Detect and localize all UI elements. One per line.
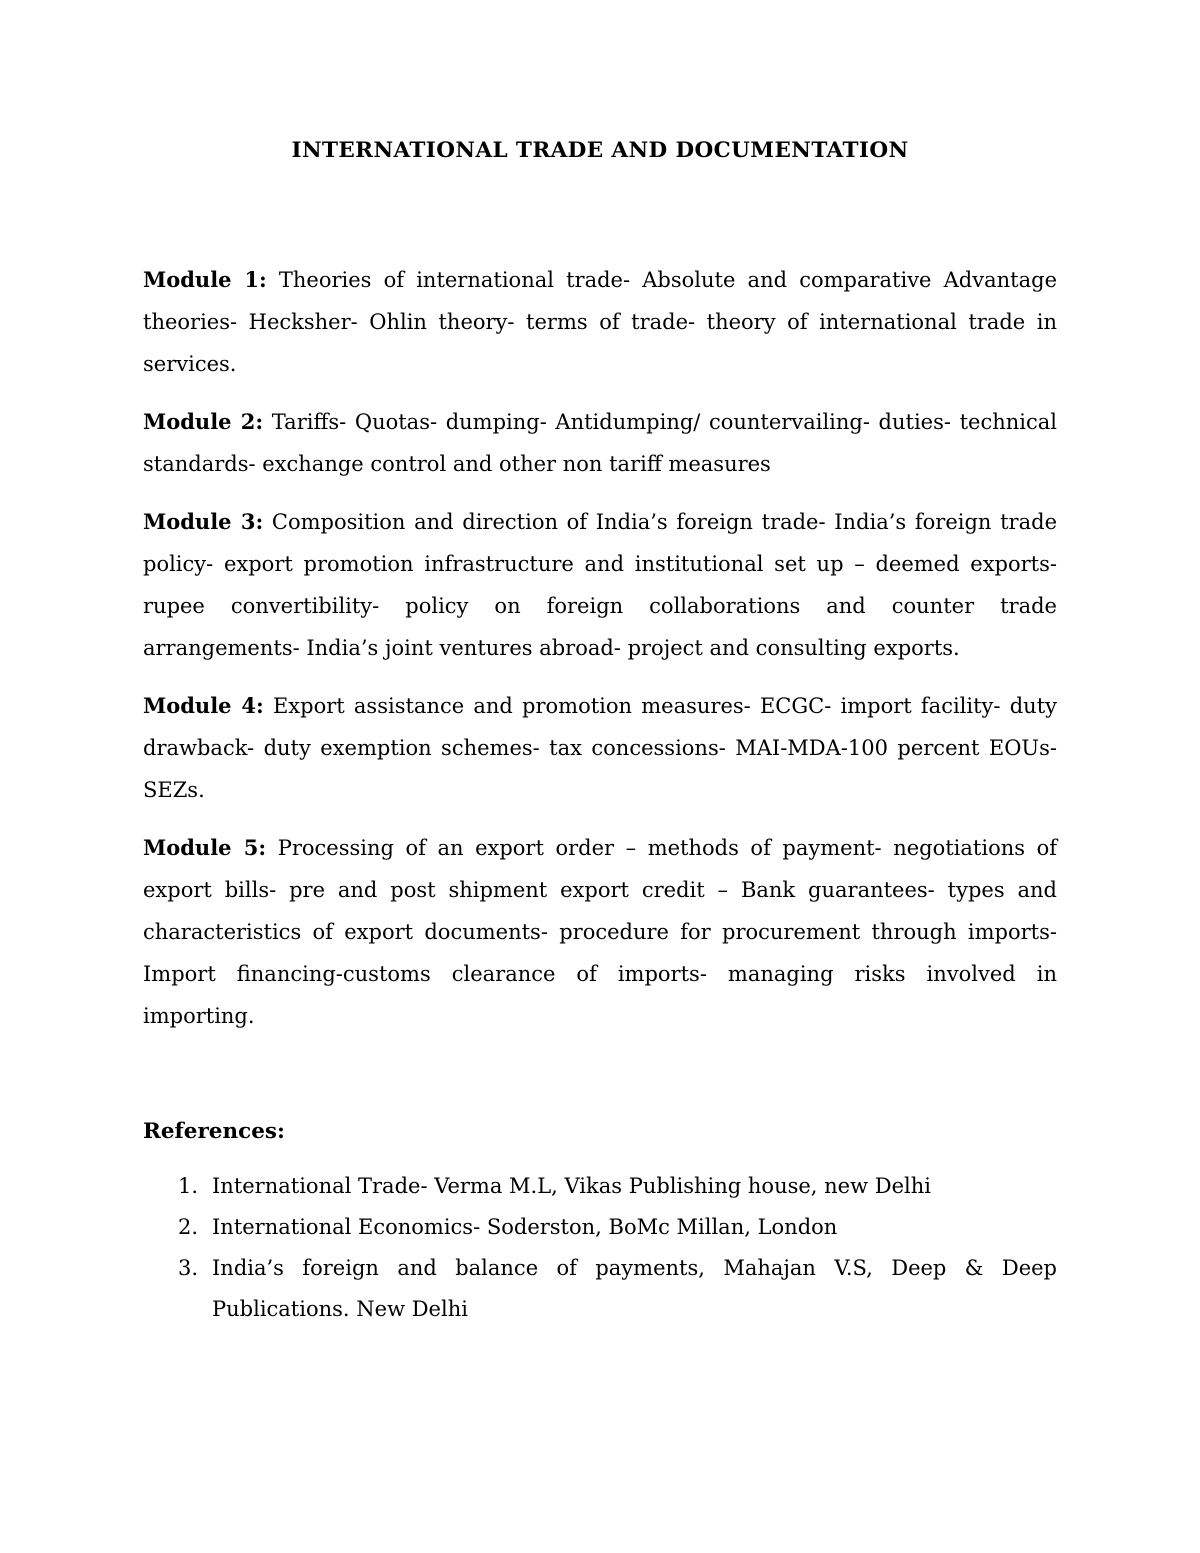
module-4-text: Export assistance and promotion measures- ECGC- import facility- duty drawback- duty exemption schemes- tax concessions- MAI-MDA-100 percent EOUs-SEZs. bbox=[143, 694, 1057, 802]
module-1-label: Module 1: bbox=[143, 267, 267, 292]
module-3-text: Composition and direction of India’s foreign trade- India’s foreign trade policy- export promotion infrastructure and institutional set up – deemed exports- rupee convertibility- policy on foreign collaborations and counter trade arrangements- India’s joint ventures abroad- project and consulting exports. bbox=[143, 510, 1057, 660]
module-1-text: Theories of international trade- Absolute and comparative Advantage theories- Hecksher- Ohlin theory- terms of trade- theory of international trade in services. bbox=[143, 268, 1057, 376]
module-5-paragraph bbox=[143, 827, 1057, 1037]
reference-item-1: International Trade- Verma M.L, Vikas Publishing house, new Delhi bbox=[212, 1174, 931, 1198]
reference-item-3: India’s foreign and balance of payments, Mahajan V.S, Deep & Deep Publications. New Delhi bbox=[212, 1255, 1057, 1321]
module-4-label: Module 4: bbox=[143, 693, 264, 718]
module-2-paragraph bbox=[143, 401, 1057, 485]
references-heading: References: bbox=[143, 1119, 285, 1144]
reference-list bbox=[143, 1166, 1057, 1330]
module-1-paragraph bbox=[143, 259, 1057, 385]
document-title: INTERNATIONAL TRADE AND DOCUMENTATION bbox=[291, 138, 909, 163]
module-3-paragraph bbox=[143, 501, 1057, 669]
module-4-paragraph bbox=[143, 685, 1057, 811]
module-2-label: Module 2: bbox=[143, 409, 264, 434]
module-5-label: Module 5: bbox=[143, 835, 267, 860]
module-2-text: Tariffs- Quotas- dumping- Antidumping/ countervailing- duties- technical standards- exchange control and other non tariff measures bbox=[143, 410, 1057, 476]
module-3-label: Module 3: bbox=[143, 509, 264, 534]
module-5-text: Processing of an export order – methods of payment- negotiations of export bills- pre and post shipment export credit – Bank guarantees- types and characteristics of export documents- procedure for procurement through imports- Import financing-customs clearance of imports- managing risks involved in importing. bbox=[143, 836, 1057, 1028]
reference-item-2: International Economics- Soderston, BoMc Millan, London bbox=[212, 1214, 838, 1239]
